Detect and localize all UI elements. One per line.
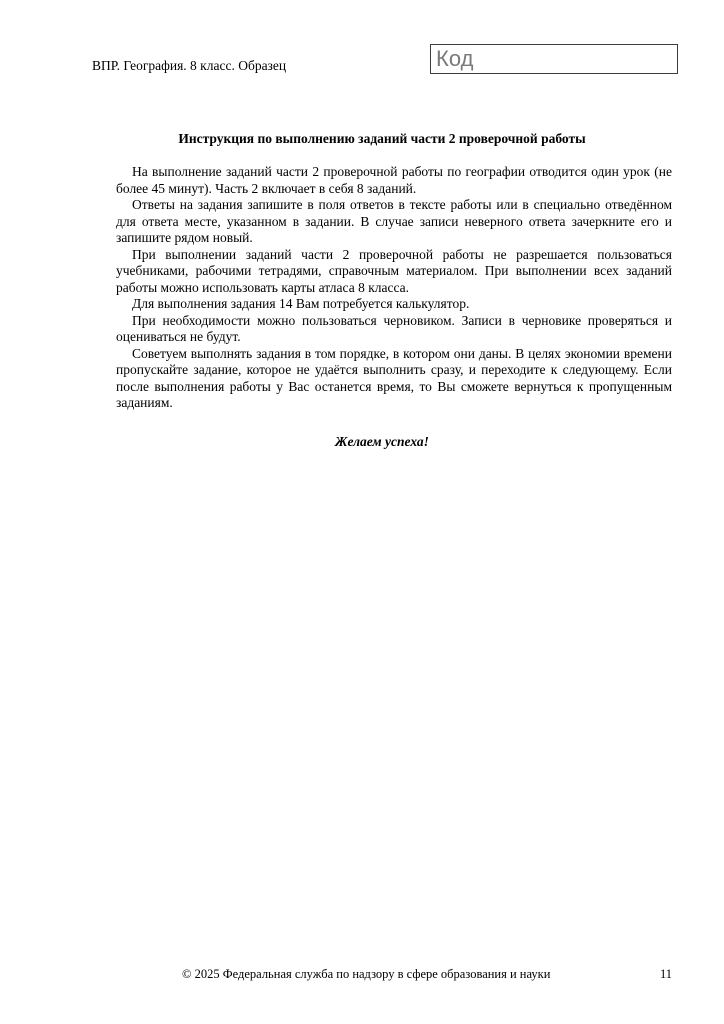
code-label: Код <box>436 46 474 71</box>
instruction-paragraph-answers: Ответы на задания запишите в поля ответов в тексте работы или в специально отведённом для ответа месте, указанном в задании. В случае записи неверного ответа зачеркните его и запишите рядом новый. <box>116 197 672 245</box>
instruction-body <box>116 164 672 412</box>
page-number: 11 <box>660 967 673 981</box>
instruction-paragraph-order: Советуем выполнять задания в том порядке, в котором они даны. В целях экономии времени пропускайте задание, которое не удаётся выполнить сразу, и переходите к следующему. Если после выполнения работы у Вас останется время, то Вы сможете вернуться к пропущенным заданиям. <box>116 345 672 410</box>
instruction-paragraph-calculator: Для выполнения задания 14 Вам потребуется калькулятор. <box>132 296 470 311</box>
instruction-title: Инструкция по выполнению заданий части 2 проверочной работы <box>178 131 586 146</box>
instruction-paragraph-materials: При выполнении заданий части 2 проверочной работы не разрешается пользоваться учебниками, рабочими тетрадями, справочным материалом. При выполнении всех заданий работы можно использовать карты атласа 8 класса. <box>116 246 672 295</box>
good-luck-wish: Желаем успеха! <box>335 434 429 449</box>
instruction-paragraph-time: На выполнение заданий части 2 проверочной работы по географии отводится один урок (не более 45 минут). Часть 2 включает в себя 8 заданий. <box>116 164 672 196</box>
code-field[interactable] <box>430 44 678 74</box>
footer-copyright: © 2025 Федеральная служба по надзору в сфере образования и науки <box>182 967 551 981</box>
instruction-paragraph-draft: При необходимости можно пользоваться черновиком. Записи в черновике проверяться и оцениваться не будут. <box>116 312 672 344</box>
document-header-title: ВПР. География. 8 класс. Образец <box>92 58 287 73</box>
